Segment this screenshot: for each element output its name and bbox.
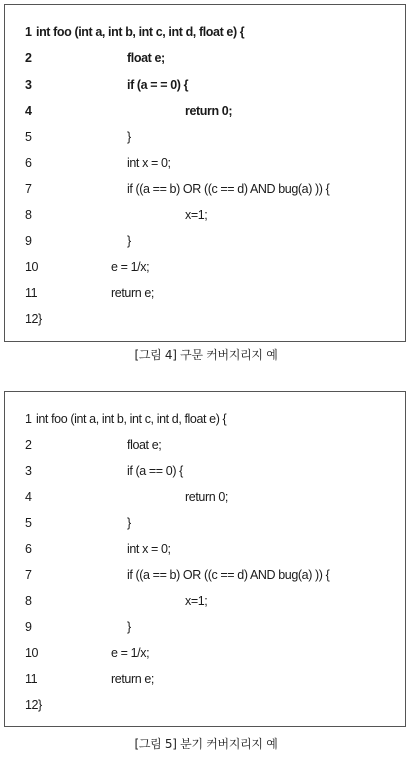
- code-line-9: [5, 617, 405, 637]
- code-text: int x = 0;: [127, 156, 171, 170]
- line-number: 2: [25, 51, 32, 65]
- line-number: 8: [25, 208, 32, 222]
- code-text: x=1;: [185, 594, 208, 608]
- code-text: }: [127, 620, 131, 634]
- line-number: 11: [25, 286, 38, 300]
- code-line-11: [5, 283, 405, 303]
- code-text: int foo (int a, int b, int c, int d, float e) {: [36, 412, 227, 426]
- code-text: float e;: [127, 438, 162, 452]
- code-text: }: [38, 312, 42, 326]
- code-line-1: [5, 22, 405, 42]
- line-number: 5: [25, 516, 32, 530]
- line-number: 6: [25, 542, 32, 556]
- code-line-6: [5, 153, 405, 173]
- code-line-5: [5, 513, 405, 533]
- line-number: 10: [25, 260, 39, 274]
- code-text: return 0;: [185, 490, 228, 504]
- code-line-12: [5, 309, 405, 329]
- code-text: float e;: [127, 51, 165, 65]
- code-text: int x = 0;: [127, 542, 171, 556]
- code-text: return 0;: [185, 104, 233, 118]
- code-text: int foo (int a, int b, int c, int d, float e) {: [36, 25, 245, 39]
- code-text: if ((a == b) OR ((c == d) AND bug(a) )) {: [127, 568, 330, 582]
- code-line-7: [5, 565, 405, 585]
- code-line-9: [5, 231, 405, 251]
- figure-4-caption: [그림 4] 구문 커버지리지 예: [134, 348, 278, 362]
- code-text: if ((a == b) OR ((c == d) AND bug(a) )) {: [127, 182, 330, 196]
- code-line-10: [5, 257, 405, 277]
- code-line-4: [5, 101, 405, 121]
- code-text: }: [127, 234, 131, 248]
- code-line-5: [5, 127, 405, 147]
- line-number: 11: [25, 672, 38, 686]
- code-line-8: [5, 591, 405, 611]
- line-number: 10: [25, 646, 39, 660]
- code-line-6: [5, 539, 405, 559]
- code-text: }: [127, 516, 131, 530]
- code-line-12: [5, 695, 405, 715]
- line-number: 1: [25, 412, 32, 426]
- code-line-11: [5, 669, 405, 689]
- code-text: return e;: [111, 672, 154, 686]
- line-number: 4: [25, 490, 32, 504]
- line-number: 9: [25, 620, 32, 634]
- code-figure-5: [4, 391, 406, 727]
- code-text: e = 1/x;: [111, 260, 150, 274]
- code-line-4: [5, 487, 405, 507]
- line-number: 8: [25, 594, 32, 608]
- line-number: 3: [25, 464, 32, 478]
- line-number: 4: [25, 104, 32, 118]
- line-number: 6: [25, 156, 32, 170]
- line-number: 7: [25, 568, 32, 582]
- code-line-2: [5, 435, 405, 455]
- line-number: 5: [25, 130, 32, 144]
- code-line-8: [5, 205, 405, 225]
- code-text: }: [127, 130, 131, 144]
- line-number: 9: [25, 234, 32, 248]
- line-number: 7: [25, 182, 32, 196]
- code-text: return e;: [111, 286, 154, 300]
- line-number: 3: [25, 78, 32, 92]
- code-text: if (a == 0) {: [127, 464, 183, 478]
- code-line-1: [5, 409, 405, 429]
- code-line-10: [5, 643, 405, 663]
- line-number: 1: [25, 25, 32, 39]
- line-number: 12: [25, 698, 39, 712]
- code-line-2: [5, 48, 405, 68]
- line-number: 2: [25, 438, 32, 452]
- code-line-7: [5, 179, 405, 199]
- code-figure-4: [4, 4, 406, 342]
- code-text: x=1;: [185, 208, 208, 222]
- code-text: if (a = = 0) {: [127, 78, 189, 92]
- code-text: }: [38, 698, 42, 712]
- figure-5-caption: [그림 5] 분기 커버지리지 예: [134, 737, 278, 751]
- code-text: e = 1/x;: [111, 646, 150, 660]
- code-line-3: [5, 75, 405, 95]
- code-line-3: [5, 461, 405, 481]
- line-number: 12: [25, 312, 39, 326]
